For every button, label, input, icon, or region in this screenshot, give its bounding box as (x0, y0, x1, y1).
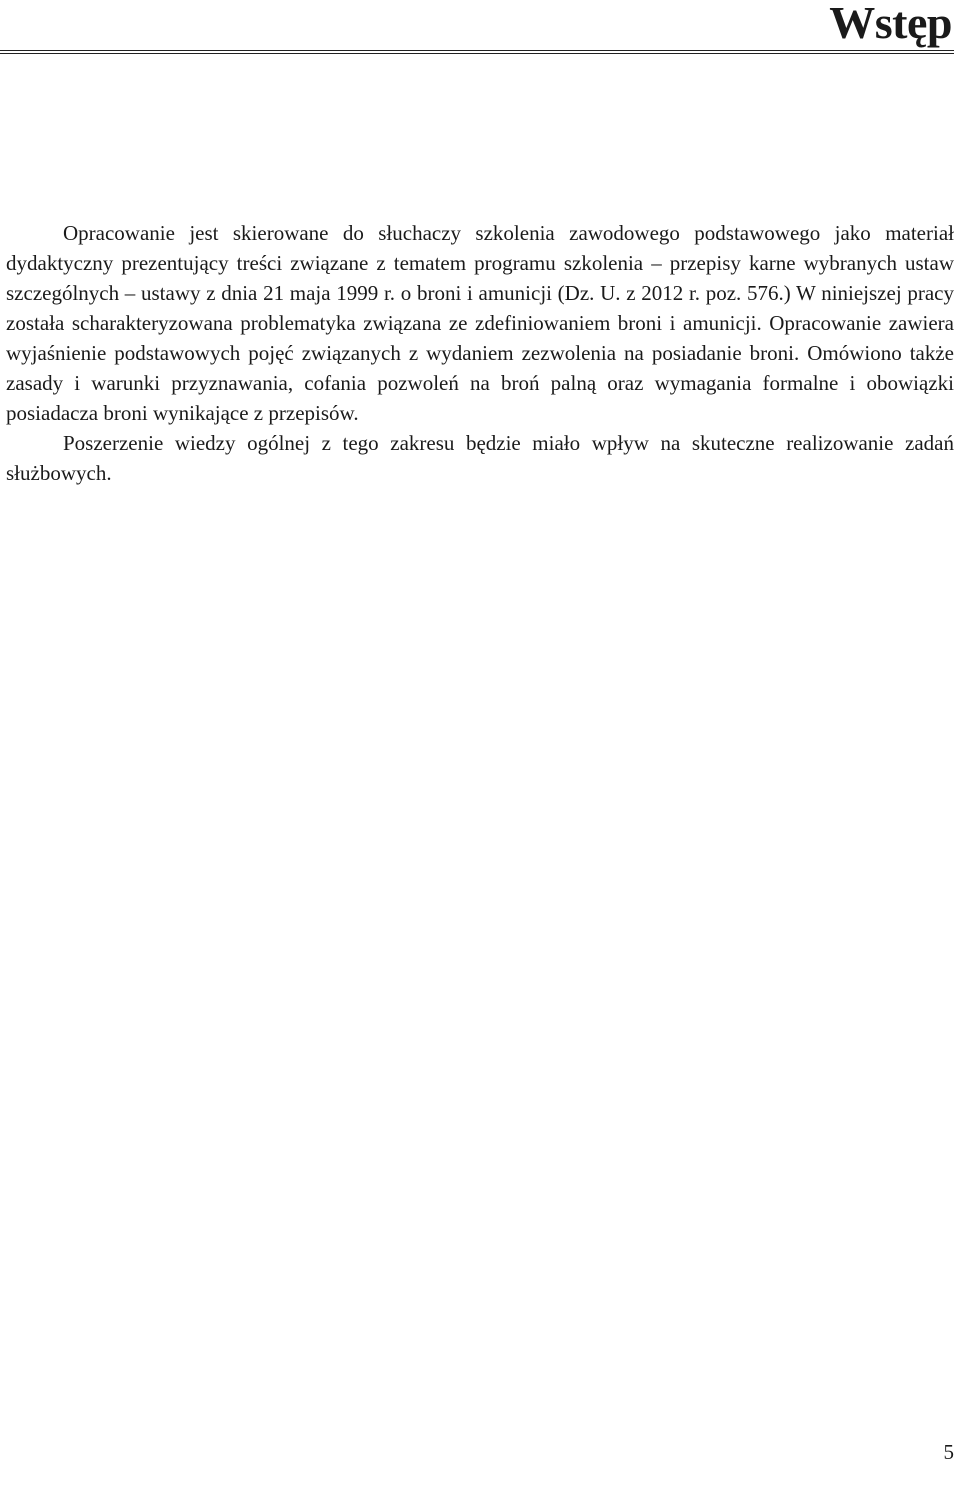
page-number: 5 (943, 1440, 954, 1464)
paragraph-1: Opracowanie jest skierowane do słuchaczy szkolenia zawodowego podstawowego jako materiał dydaktyczny prezentujący treści związane z tematem programu szkolenia – przepisy karne wybranych ustaw szczególnych – ustawy z dnia 21 maja 1999 r. o broni i amunicji (Dz. U. z 2012 r. poz. 576.) W niniejszej pracy została scharakteryzowana problematyka związana ze zdefiniowaniem broni i amunicji. Opracowanie zawiera wyjaśnienie podstawowych pojęć związanych z wydaniem zezwolenia na posiadanie broni. Omówiono także zasady i warunki przyznawania, cofania pozwoleń na broń palną oraz wymagania formalne i obowiązki posiadacza broni wynikające z przepisów. (6, 221, 954, 425)
paragraph-2: Poszerzenie wiedzy ogólnej z tego zakresu będzie miało wpływ na skuteczne realizowanie zadań służbowych. (6, 431, 954, 485)
title-divider (0, 50, 954, 54)
chapter-title: Wstęp (829, 0, 952, 48)
body-text (6, 218, 954, 488)
